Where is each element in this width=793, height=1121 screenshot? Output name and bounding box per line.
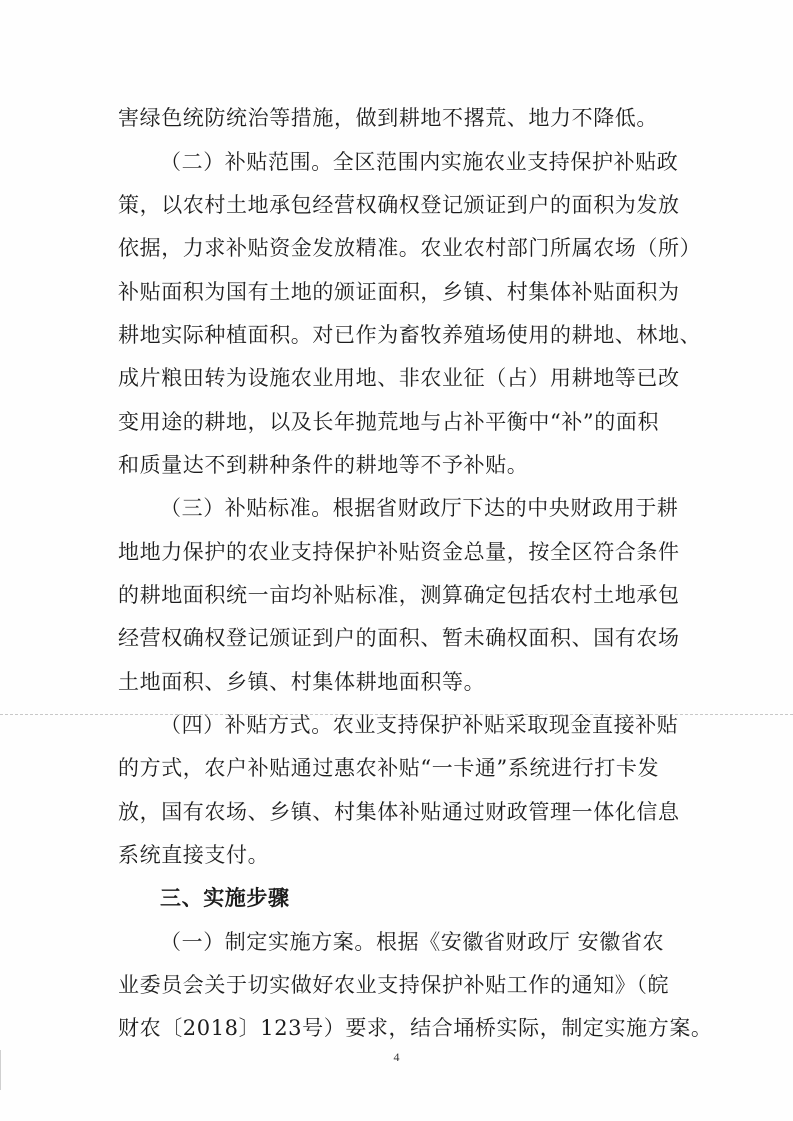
paragraph-line: 放，国有农场、乡镇、村集体补贴通过财政管理一体化信息 bbox=[118, 800, 680, 824]
paragraph-line: 害绿色统防统治等措施，做到耕地不撂荒、地力不降低。 bbox=[118, 106, 658, 130]
paragraph-line: 成片粮田转为设施农业用地、非农业征（占）用耕地等已改 bbox=[118, 366, 680, 390]
paragraph-line: （一）制定实施方案。根据《安徽省财政厅 安徽省农 bbox=[160, 930, 665, 954]
paragraph-line: 土地面积、乡镇、村集体耕地面积等。 bbox=[118, 670, 486, 694]
paragraph-line: 和质量达不到耕种条件的耕地等不予补贴。 bbox=[118, 453, 529, 477]
paragraph-line: 耕地实际种植面积。对已作为畜牧养殖场使用的耕地、林地、 bbox=[118, 323, 702, 347]
section-heading: 三、实施步骤 bbox=[160, 885, 290, 910]
paragraph-line: （三）补贴标准。根据省财政厅下达的中央财政用于耕 bbox=[160, 496, 679, 520]
paragraph-line: 依据，力求补贴资金发放精准。农业农村部门所属农场（所） bbox=[118, 236, 702, 260]
paragraph-line: （四）补贴方式。农业支持保护补贴采取现金直接补贴 bbox=[160, 713, 679, 737]
paragraph-line: 财农〔2018〕123号）要求，结合埇桥实际，制定实施方案。 bbox=[118, 1016, 713, 1040]
paragraph-line: 的方式，农户补贴通过惠农补贴“一卡通”系统进行打卡发 bbox=[118, 756, 660, 780]
paragraph-line: 策，以农村土地承包经营权确权登记颁证到户的面积为发放 bbox=[118, 193, 680, 217]
paragraph-line: （二）补贴范围。全区范围内实施农业支持保护补贴政 bbox=[160, 150, 679, 174]
paragraph-line: 地地力保护的农业支持保护补贴资金总量，按全区符合条件 bbox=[118, 540, 680, 564]
paragraph-line: 业委员会关于切实做好农业支持保护补贴工作的通知》（皖 bbox=[118, 973, 670, 997]
paragraph-line: 补贴面积为国有土地的颁证面积，乡镇、村集体补贴面积为 bbox=[118, 280, 680, 304]
page-number: 4 bbox=[393, 1050, 400, 1064]
paragraph-line: 经营权确权登记颁证到户的面积、暂未确权面积、国有农场 bbox=[118, 626, 680, 650]
scan-edge bbox=[0, 1050, 1, 1090]
paragraph-line: 变用途的耕地，以及长年抛荒地与占补平衡中“补”的面积 bbox=[118, 410, 660, 434]
paragraph-line: 的耕地面积统一亩均补贴标准，测算确定包括农村土地承包 bbox=[118, 583, 680, 607]
paragraph-line: 系统直接支付。 bbox=[118, 843, 270, 867]
